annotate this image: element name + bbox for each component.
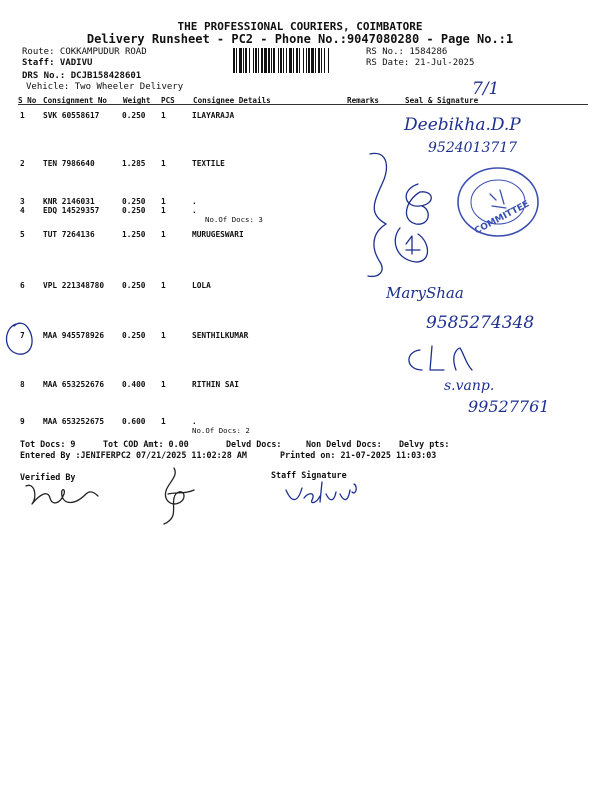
cell-consignee: RITHIN SAI: [192, 380, 239, 389]
cell-sno: 8: [20, 380, 25, 389]
cell-pcs: 1: [161, 159, 166, 168]
staff-label: Staff: VADIVU: [22, 58, 93, 68]
non-delivered-docs: Non Delvd Docs:: [306, 439, 382, 449]
recipient-signature-6: [378, 278, 588, 340]
cell-consignee: ILAYARAJA: [192, 111, 235, 120]
cell-sno: 1: [20, 111, 25, 120]
cell-weight: 0.250: [122, 281, 146, 290]
rs-number: RS No.: 1584286: [366, 47, 448, 57]
cell-consignee: TEXTILE: [192, 159, 225, 168]
doc-count-note: No.Of Docs: 3: [205, 215, 263, 224]
cell-pcs: 1: [161, 206, 166, 215]
cell-consignee: MURUGESWARI: [192, 230, 244, 239]
staff-signature: [282, 478, 362, 510]
cell-consignee: .: [192, 417, 197, 426]
cell-sno: 3: [20, 197, 25, 206]
cell-weight: 0.250: [122, 331, 146, 340]
company-title: THE PROFESSIONAL COURIERS, COIMBATORE: [177, 20, 423, 33]
header-divider: [18, 104, 588, 105]
cell-consignee: .: [192, 206, 197, 215]
svg-text:9524013717: 9524013717: [428, 140, 518, 156]
cell-consignment: KNR 2146031: [43, 197, 95, 206]
cell-sno: 2: [20, 159, 25, 168]
total-cod-amount: Tot COD Amt: 0.00: [103, 439, 189, 449]
cell-pcs: 1: [161, 281, 166, 290]
cell-weight: 0.400: [122, 380, 146, 389]
cell-consignee: SENTHILKUMAR: [192, 331, 249, 340]
svg-text:COMMITTEE: COMMITTEE: [473, 199, 532, 237]
entered-by: Entered By :JENIFERPC2 07/21/2025 11:02:28 AM: [20, 450, 247, 460]
svg-text:Deebikha.D.P: Deebikha.D.P: [404, 115, 521, 135]
page-mark-handwriting: [468, 76, 518, 98]
svg-text:s.vanp.: s.vanp.: [444, 378, 495, 394]
cell-weight: 0.250: [122, 197, 146, 206]
rs-date: RS Date: 21-Jul-2025: [366, 58, 475, 68]
row-seven-circle-mark: [0, 318, 40, 360]
cell-consignment: MAA 945578926: [43, 331, 105, 340]
cell-consignee: .: [192, 197, 197, 206]
svg-text:9585274348: 9585274348: [426, 313, 535, 333]
cell-pcs: 1: [161, 417, 166, 426]
cell-sno: 4: [20, 206, 25, 215]
cell-pcs: 1: [161, 331, 166, 340]
staff-signature-label: Staff Signature: [271, 470, 347, 480]
cell-weight: 0.250: [122, 206, 146, 215]
verified-by-label: Verified By: [20, 472, 76, 482]
cell-pcs: 1: [161, 111, 166, 120]
route-label: Route: COKKAMPUDUR ROAD: [22, 47, 147, 57]
cell-consignment: TEN 7986640: [43, 159, 95, 168]
col-consignee: Consignee Details: [193, 96, 271, 105]
cell-pcs: 1: [161, 380, 166, 389]
cell-sno: 5: [20, 230, 25, 239]
cell-pcs: 1: [161, 197, 166, 206]
svg-text:MaryShaa: MaryShaa: [386, 284, 464, 302]
cell-sno: 6: [20, 281, 25, 290]
col-remarks: Remarks: [347, 96, 380, 105]
drs-number: DRS No.: DCJB158428601: [22, 71, 142, 81]
total-docs: Tot Docs: 9: [20, 439, 76, 449]
cell-sno: 9: [20, 417, 25, 426]
seal-stamp: [448, 160, 548, 244]
barcode-image: [233, 48, 360, 73]
printed-on: Printed on: 21-07-2025 11:03:03: [280, 450, 437, 460]
cell-weight: 0.250: [122, 111, 146, 120]
cell-weight: 1.250: [122, 230, 146, 239]
col-consignment: Consignment No: [43, 96, 108, 105]
cell-consignment: MAA 653252676: [43, 380, 105, 389]
cell-consignment: SVK 60558617: [43, 111, 100, 120]
cell-sno: 7: [20, 331, 25, 340]
recipient-signature-1: [398, 108, 558, 156]
cell-weight: 0.600: [122, 417, 146, 426]
cell-consignee: LOLA: [192, 281, 211, 290]
verifier-signature: [20, 474, 110, 514]
cell-consignment: MAA 653252675: [43, 417, 105, 426]
runsheet-title: Delivery Runsheet - PC2 - Phone No.:9047080280 - Page No.:1: [86, 32, 514, 46]
svg-text:7/1: 7/1: [472, 79, 500, 98]
doc-count-note: No.Of Docs: 2: [192, 426, 250, 435]
approver-signature: [150, 464, 200, 528]
col-weight: Weight: [123, 96, 151, 105]
vehicle-label: Vehicle: Two Wheeler Delivery: [26, 82, 184, 92]
cell-consignment: VPL 221348780: [43, 281, 105, 290]
delivery-points: Delvy pts:: [399, 439, 450, 449]
recipient-signature-8: [438, 370, 588, 420]
col-seal-signature: Seal & Signature: [405, 96, 479, 105]
svg-text:99527761: 99527761: [468, 397, 550, 416]
col-pcs: PCS: [161, 96, 175, 105]
col-sno: S No: [18, 96, 37, 105]
cell-consignment: TUT 7264136: [43, 230, 95, 239]
cell-pcs: 1: [161, 230, 166, 239]
cell-consignment: EDQ 14529357: [43, 206, 100, 215]
cell-weight: 1.285: [122, 159, 146, 168]
delivered-docs: Delvd Docs:: [226, 439, 282, 449]
